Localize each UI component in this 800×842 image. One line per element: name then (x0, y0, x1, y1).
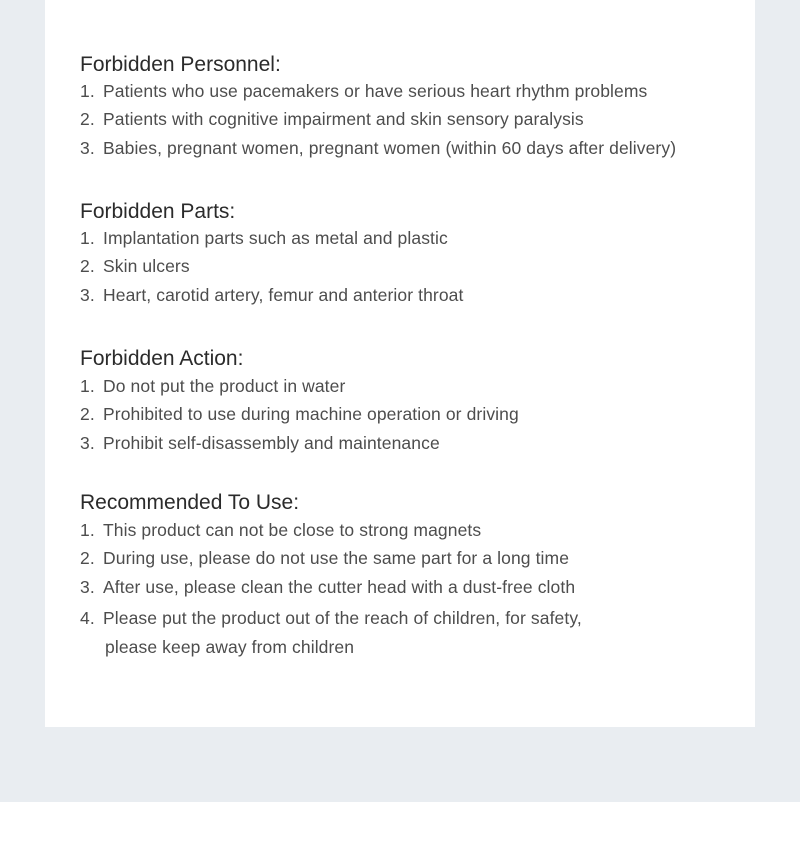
list-item (80, 547, 569, 569)
list-item (80, 432, 440, 454)
item-text: Patients who use pacemakers or have serious heart rhythm problems (103, 81, 648, 101)
list-item (80, 227, 448, 249)
item-number: 2. (80, 548, 95, 568)
section-title: Recommended To Use: (80, 491, 300, 514)
list-item (80, 80, 647, 102)
item-number: 2. (80, 256, 95, 276)
item-text: Patients with cognitive impairment and skin sensory paralysis (103, 109, 584, 129)
item-text: Prohibit self-disassembly and maintenance (103, 433, 440, 453)
item-text: After use, please clean the cutter head with a dust-free cloth (103, 577, 576, 597)
item-number: 4. (80, 608, 95, 628)
list-item (80, 137, 676, 159)
item-number: 1. (80, 81, 95, 101)
section-title: Forbidden Parts: (80, 200, 236, 223)
section-title: Forbidden Action: (80, 347, 244, 370)
item-text: Do not put the product in water (103, 376, 346, 396)
list-item (80, 375, 345, 397)
item-text: During use, please do not use the same part for a long time (103, 548, 570, 568)
item-text-continuation: please keep away from children (105, 637, 355, 657)
list-item (80, 284, 463, 306)
item-text: Babies, pregnant women, pregnant women (within 60 days after delivery) (103, 138, 677, 158)
item-number: 3. (80, 138, 95, 158)
list-item (80, 255, 190, 277)
item-number: 1. (80, 228, 95, 248)
list-item (80, 604, 582, 662)
section-title: Forbidden Personnel: (80, 53, 281, 76)
item-text: Skin ulcers (103, 256, 190, 276)
item-text: This product can not be close to strong magnets (103, 520, 482, 540)
list-item (80, 576, 575, 598)
item-text: Implantation parts such as metal and plastic (103, 228, 448, 248)
item-number: 3. (80, 433, 95, 453)
item-number: 2. (80, 109, 95, 129)
item-text: Heart, carotid artery, femur and anterior throat (103, 285, 464, 305)
item-number: 1. (80, 520, 95, 540)
list-item (80, 108, 584, 130)
list-item (80, 403, 519, 425)
item-number: 1. (80, 376, 95, 396)
item-number: 3. (80, 285, 95, 305)
item-number: 3. (80, 577, 95, 597)
list-item (80, 519, 481, 541)
item-number: 2. (80, 404, 95, 424)
item-text: Please put the product out of the reach of children, for safety, (103, 608, 582, 628)
item-text: Prohibited to use during machine operation or driving (103, 404, 519, 424)
